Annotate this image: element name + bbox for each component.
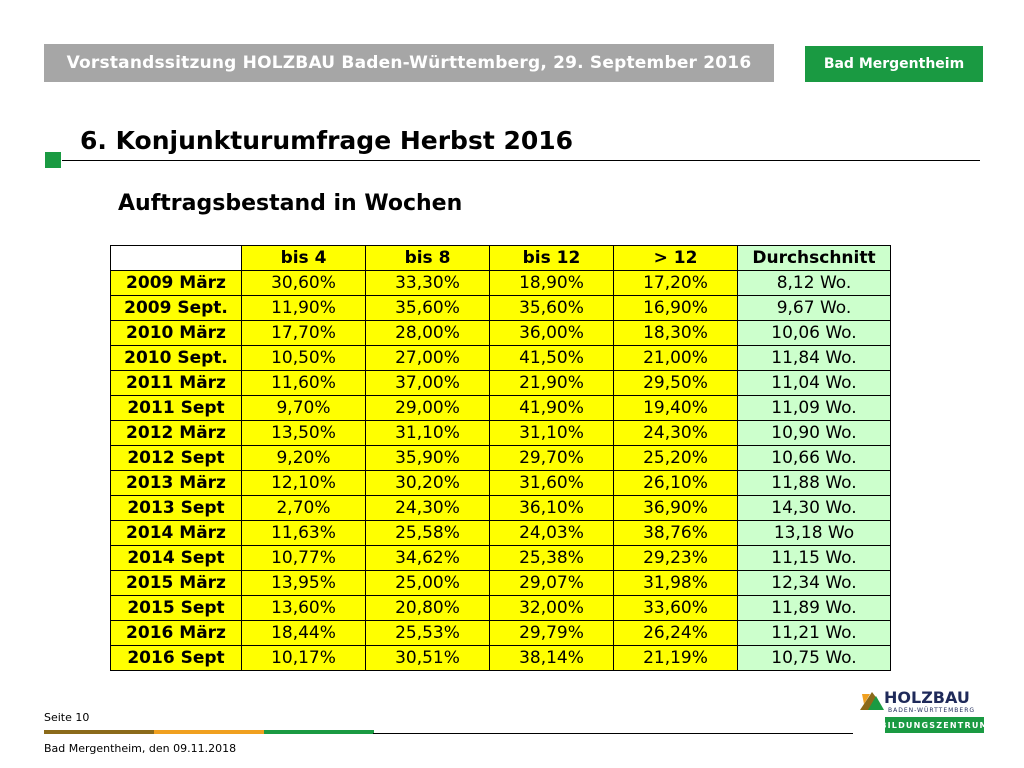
location-badge (805, 46, 983, 82)
table-row (111, 346, 891, 371)
cell-over-12: 29,23% (614, 546, 738, 571)
cell-over-12: 36,90% (614, 496, 738, 521)
cell-bis-4: 10,77% (242, 546, 366, 571)
cell-bis-4: 11,90% (242, 296, 366, 321)
row-label: 2012 Sept (111, 446, 242, 471)
row-label: 2009 März (111, 271, 242, 296)
cell-bis-12: 41,90% (490, 396, 614, 421)
row-label: 2016 März (111, 621, 242, 646)
cell-bis-4: 9,70% (242, 396, 366, 421)
table-row (111, 621, 891, 646)
cell-average: 8,12 Wo. (738, 271, 891, 296)
cell-bis-12: 29,07% (490, 571, 614, 596)
row-label: 2011 März (111, 371, 242, 396)
table-row (111, 446, 891, 471)
cell-bis-4: 13,50% (242, 421, 366, 446)
cell-bis-8: 28,00% (366, 321, 490, 346)
cell-bis-4: 17,70% (242, 321, 366, 346)
logo-bar-label: BILDUNGSZENTRUM (880, 720, 989, 730)
cell-average: 11,88 Wo. (738, 471, 891, 496)
logo-subtitle: BADEN-WÜRTTEMBERG (888, 707, 976, 714)
cell-bis-12: 35,60% (490, 296, 614, 321)
cell-bis-4: 13,95% (242, 571, 366, 596)
table-row (111, 496, 891, 521)
cell-bis-4: 13,60% (242, 596, 366, 621)
cell-over-12: 38,76% (614, 521, 738, 546)
row-label: 2016 Sept (111, 646, 242, 671)
cell-over-12: 18,30% (614, 321, 738, 346)
title-bullet-square (45, 152, 61, 168)
cell-bis-12: 29,70% (490, 446, 614, 471)
cell-bis-8: 25,00% (366, 571, 490, 596)
page-title: 6. Konjunkturumfrage Herbst 2016 (80, 126, 574, 155)
cell-bis-4: 11,63% (242, 521, 366, 546)
row-label: 2010 Sept. (111, 346, 242, 371)
row-label: 2014 März (111, 521, 242, 546)
column-header-bis-8: bis 8 (366, 246, 490, 271)
cell-over-12: 17,20% (614, 271, 738, 296)
cell-bis-8: 35,90% (366, 446, 490, 471)
table-row (111, 521, 891, 546)
cell-over-12: 33,60% (614, 596, 738, 621)
title-underline (62, 160, 980, 161)
cell-bis-12: 41,50% (490, 346, 614, 371)
cell-bis-12: 38,14% (490, 646, 614, 671)
cell-bis-4: 30,60% (242, 271, 366, 296)
cell-average: 11,09 Wo. (738, 396, 891, 421)
row-label: 2013 März (111, 471, 242, 496)
cell-average: 11,21 Wo. (738, 621, 891, 646)
location-label: Bad Mergentheim (823, 56, 965, 72)
cell-bis-12: 31,10% (490, 421, 614, 446)
footer-stripe-brown (44, 730, 154, 734)
cell-average: 10,75 Wo. (738, 646, 891, 671)
cell-over-12: 29,50% (614, 371, 738, 396)
cell-over-12: 26,10% (614, 471, 738, 496)
cell-bis-4: 2,70% (242, 496, 366, 521)
cell-bis-8: 20,80% (366, 596, 490, 621)
cell-bis-8: 30,20% (366, 471, 490, 496)
table-row (111, 396, 891, 421)
footer-rule (373, 733, 853, 734)
presentation-header (44, 44, 774, 82)
cell-over-12: 19,40% (614, 396, 738, 421)
table-row (111, 571, 891, 596)
cell-average: 12,34 Wo. (738, 571, 891, 596)
row-label: 2012 März (111, 421, 242, 446)
table-body (111, 271, 891, 671)
cell-over-12: 21,19% (614, 646, 738, 671)
cell-average: 10,90 Wo. (738, 421, 891, 446)
cell-bis-4: 10,50% (242, 346, 366, 371)
order-backlog-table (110, 245, 891, 671)
presentation-title: Vorstandssitzung HOLZBAU Baden-Württemberg, 29. September 2016 (66, 53, 752, 73)
table-row (111, 371, 891, 396)
table-row (111, 321, 891, 346)
row-label: 2013 Sept (111, 496, 242, 521)
cell-bis-12: 36,10% (490, 496, 614, 521)
cell-bis-8: 31,10% (366, 421, 490, 446)
cell-bis-12: 32,00% (490, 596, 614, 621)
cell-bis-12: 21,90% (490, 371, 614, 396)
cell-bis-4: 10,17% (242, 646, 366, 671)
cell-over-12: 26,24% (614, 621, 738, 646)
cell-bis-8: 33,30% (366, 271, 490, 296)
cell-over-12: 31,98% (614, 571, 738, 596)
cell-average: 10,06 Wo. (738, 321, 891, 346)
cell-over-12: 24,30% (614, 421, 738, 446)
cell-average: 14,30 Wo. (738, 496, 891, 521)
table-row (111, 271, 891, 296)
cell-average: 9,67 Wo. (738, 296, 891, 321)
table-row (111, 421, 891, 446)
row-label: 2015 Sept (111, 596, 242, 621)
row-label: 2009 Sept. (111, 296, 242, 321)
cell-bis-8: 30,51% (366, 646, 490, 671)
table-row (111, 646, 891, 671)
table-row (111, 546, 891, 571)
row-label: 2010 März (111, 321, 242, 346)
cell-bis-4: 18,44% (242, 621, 366, 646)
page-number: Seite 10 (44, 711, 90, 724)
cell-average: 11,15 Wo. (738, 546, 891, 571)
logo-name: HOLZBAU (884, 688, 970, 707)
cell-bis-4: 9,20% (242, 446, 366, 471)
row-label: 2011 Sept (111, 396, 242, 421)
footer-stripe-orange (154, 730, 264, 734)
cell-bis-12: 29,79% (490, 621, 614, 646)
cell-bis-8: 37,00% (366, 371, 490, 396)
cell-bis-8: 25,53% (366, 621, 490, 646)
cell-average: 11,04 Wo. (738, 371, 891, 396)
cell-bis-8: 29,00% (366, 396, 490, 421)
cell-bis-4: 11,60% (242, 371, 366, 396)
cell-bis-8: 25,58% (366, 521, 490, 546)
column-header-corner (111, 246, 242, 271)
cell-average: 10,66 Wo. (738, 446, 891, 471)
cell-over-12: 25,20% (614, 446, 738, 471)
table-row (111, 596, 891, 621)
cell-bis-12: 25,38% (490, 546, 614, 571)
column-header-average: Durchschnitt (738, 246, 891, 271)
cell-bis-12: 18,90% (490, 271, 614, 296)
cell-average: 11,89 Wo. (738, 596, 891, 621)
cell-over-12: 21,00% (614, 346, 738, 371)
cell-bis-8: 34,62% (366, 546, 490, 571)
holzbau-logo-icon (858, 688, 886, 712)
cell-bis-12: 24,03% (490, 521, 614, 546)
cell-over-12: 16,90% (614, 296, 738, 321)
cell-bis-8: 27,00% (366, 346, 490, 371)
table-header-row (111, 246, 891, 271)
table-subtitle: Auftragsbestand in Wochen (118, 191, 463, 216)
cell-bis-12: 36,00% (490, 321, 614, 346)
cell-bis-8: 35,60% (366, 296, 490, 321)
cell-bis-4: 12,10% (242, 471, 366, 496)
column-header-bis-12: bis 12 (490, 246, 614, 271)
holzbau-logo (858, 688, 989, 740)
cell-bis-8: 24,30% (366, 496, 490, 521)
row-label: 2015 März (111, 571, 242, 596)
cell-bis-12: 31,60% (490, 471, 614, 496)
footer-date-line: Bad Mergentheim, den 09.11.2018 (44, 742, 237, 755)
footer-stripe-green (264, 730, 374, 734)
table-row (111, 471, 891, 496)
cell-average: 11,84 Wo. (738, 346, 891, 371)
cell-average: 13,18 Wo (738, 521, 891, 546)
row-label: 2014 Sept (111, 546, 242, 571)
column-header-over-12: > 12 (614, 246, 738, 271)
logo-bar (880, 717, 989, 733)
column-header-bis-4: bis 4 (242, 246, 366, 271)
table-row (111, 296, 891, 321)
